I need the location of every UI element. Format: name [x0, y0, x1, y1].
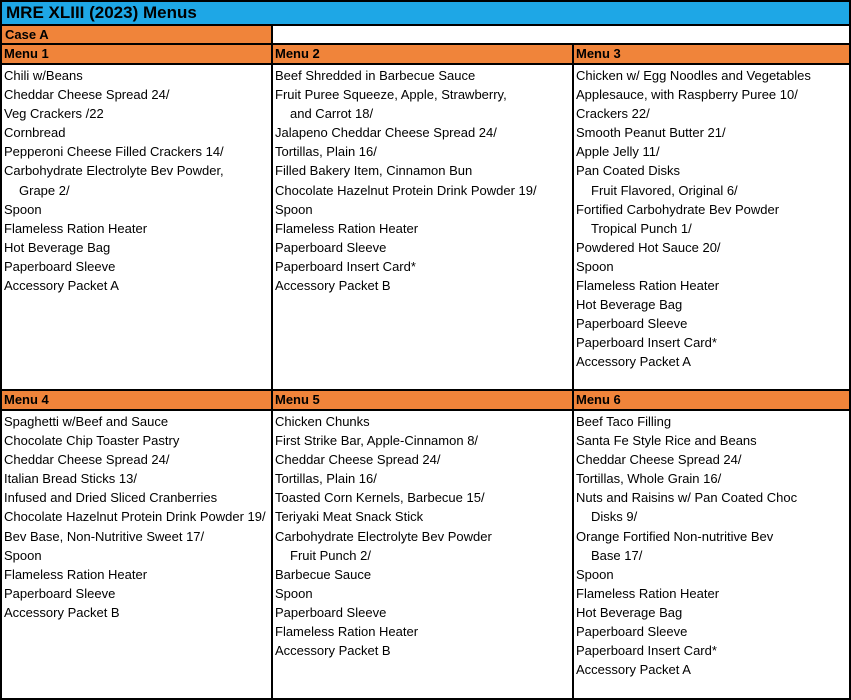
- menu-item: Fortified Carbohydrate Bev Powder: [576, 201, 780, 217]
- menu-item: Paperboard Sleeve: [275, 239, 387, 255]
- menu-item-list: [574, 65, 849, 372]
- menu-item: Chicken w/ Egg Noodles and Vegetables: [576, 68, 811, 83]
- menu-item-list: [2, 65, 271, 295]
- menu-item: Accessory Packet B: [275, 643, 391, 659]
- menu-item: Accessory Packet A: [576, 354, 691, 370]
- menu-item-list: [2, 411, 271, 622]
- menu-item: Jalapeno Cheddar Cheese Spread 24/: [275, 125, 497, 141]
- menu-item: Flameless Ration Heater: [576, 278, 720, 294]
- menu-item: Accessory Packet B: [275, 278, 391, 294]
- menu-item: Paperboard Sleeve: [576, 316, 688, 332]
- menu-item: Nuts and Raisins w/ Pan Coated Choc: [576, 490, 798, 506]
- menu-item: Bev Base, Non-Nutritive Sweet 17/: [4, 528, 205, 544]
- menu-item: Flameless Ration Heater: [576, 585, 720, 601]
- menu-block-4: [0, 389, 273, 700]
- menu-item: Spoon: [576, 566, 614, 582]
- menu-header: Menu 2: [273, 45, 572, 65]
- menu-item: Chocolate Hazelnut Protein Drink Powder 19/: [275, 182, 537, 198]
- menu-item: Cheddar Cheese Spread 24/: [4, 87, 170, 103]
- menu-item: Pan Coated Disks: [576, 163, 681, 179]
- menu-item: and Carrot 18/: [290, 106, 374, 122]
- menu-header: Menu 5: [273, 391, 572, 411]
- menu-item: Santa Fe Style Rice and Beans: [576, 433, 757, 449]
- menu-item: Fruit Punch 2/: [290, 547, 371, 563]
- menu-item: Smooth Peanut Butter 21/: [576, 125, 726, 141]
- menu-item: Spoon: [576, 258, 614, 274]
- menu-item: Accessory Packet A: [4, 278, 119, 294]
- menu-header: Menu 3: [574, 45, 849, 65]
- menu-item: Flameless Ration Heater: [275, 220, 419, 236]
- menu-item: Tortillas, Plain 16/: [275, 144, 377, 160]
- menu-item: Veg Crackers /22: [4, 106, 104, 122]
- menu-item: Carbohydrate Electrolyte Bev Powder,: [4, 163, 224, 179]
- menu-item: Orange Fortified Non-nutritive Bev: [576, 528, 774, 544]
- menu-item: Teriyaki Meat Snack Stick: [275, 509, 424, 525]
- menu-item: Hot Beverage Bag: [4, 239, 111, 255]
- menu-block-1: [0, 43, 273, 393]
- menu-item: Flameless Ration Heater: [4, 566, 148, 582]
- menu-header: Menu 1: [2, 45, 271, 65]
- menu-item: Accessory Packet B: [4, 604, 120, 620]
- menu-item: Tropical Punch 1/: [591, 220, 692, 236]
- menu-item: Powdered Hot Sauce 20/: [576, 239, 721, 255]
- menu-item: Chili w/Beans: [4, 68, 83, 83]
- menu-item: Chocolate Hazelnut Protein Drink Powder 19/: [4, 509, 266, 525]
- menu-item: Cheddar Cheese Spread 24/: [275, 452, 441, 468]
- menu-item: Filled Bakery Item, Cinnamon Bun: [275, 163, 473, 179]
- menu-item: Pepperoni Cheese Filled Crackers 14/: [4, 144, 224, 160]
- menu-item: Fruit Puree Squeeze, Apple, Strawberry,: [275, 87, 507, 103]
- menu-item: First Strike Bar, Apple-Cinnamon 8/: [275, 433, 479, 449]
- menu-item: Chocolate Chip Toaster Pastry: [4, 433, 180, 449]
- menu-block-5: [271, 389, 574, 700]
- menu-item: Toasted Corn Kernels, Barbecue 15/: [275, 490, 485, 506]
- menu-item: Spoon: [275, 585, 313, 601]
- menu-item: Hot Beverage Bag: [576, 604, 683, 620]
- menu-item: Cheddar Cheese Spread 24/: [576, 452, 742, 468]
- menu-item: Carbohydrate Electrolyte Bev Powder: [275, 528, 492, 544]
- menu-item: Paperboard Sleeve: [4, 258, 116, 274]
- menu-item: Applesauce, with Raspberry Puree 10/: [576, 87, 798, 103]
- menu-item: Grape 2/: [19, 182, 70, 198]
- menu-item: Spoon: [275, 201, 313, 217]
- menu-item: Tortillas, Whole Grain 16/: [576, 471, 722, 487]
- menu-item: Hot Beverage Bag: [576, 297, 683, 313]
- menu-item: Disks 9/: [591, 509, 638, 525]
- menu-item: Tortillas, Plain 16/: [275, 471, 377, 487]
- case-label: Case A: [0, 26, 273, 45]
- menu-item-list: [574, 411, 849, 679]
- menu-item: Flameless Ration Heater: [4, 220, 148, 236]
- menu-item-list: [273, 65, 572, 295]
- menu-item: Spaghetti w/Beef and Sauce: [4, 414, 169, 429]
- menu-item: Italian Bread Sticks 13/: [4, 471, 137, 487]
- menu-block-3: [572, 43, 851, 393]
- sheet-title: MRE XLIII (2023) Menus: [0, 0, 851, 26]
- menu-item: Fruit Flavored, Original 6/: [591, 182, 738, 198]
- menu-item-list: [273, 411, 572, 660]
- menu-item: Base 17/: [591, 547, 643, 563]
- menu-item: Paperboard Sleeve: [275, 604, 387, 620]
- menu-item: Beef Shredded in Barbecue Sauce: [275, 68, 476, 83]
- menu-item: Spoon: [4, 547, 42, 563]
- menu-item: Paperboard Sleeve: [4, 585, 116, 601]
- menu-block-6: [572, 389, 851, 700]
- menu-item: Flameless Ration Heater: [275, 624, 419, 640]
- menu-item: Paperboard Sleeve: [576, 624, 688, 640]
- menu-item: Accessory Packet A: [576, 662, 691, 678]
- menu-item: Cornbread: [4, 125, 66, 141]
- menu-item: Paperboard Insert Card*: [576, 643, 717, 659]
- menu-item: Beef Taco Filling: [576, 414, 672, 429]
- menu-header: Menu 6: [574, 391, 849, 411]
- menu-item: Barbecue Sauce: [275, 566, 372, 582]
- menu-item: Paperboard Insert Card*: [275, 258, 416, 274]
- menu-block-2: [271, 43, 574, 393]
- menu-item: Cheddar Cheese Spread 24/: [4, 452, 170, 468]
- menu-item: Spoon: [4, 201, 42, 217]
- menu-item: Infused and Dried Sliced Cranberries: [4, 490, 218, 506]
- menu-item: Crackers 22/: [576, 106, 650, 122]
- menu-item: Apple Jelly 11/: [576, 144, 660, 160]
- menu-item: Paperboard Insert Card*: [576, 335, 717, 351]
- menu-item: Chicken Chunks: [275, 414, 370, 429]
- menu-header: Menu 4: [2, 391, 271, 411]
